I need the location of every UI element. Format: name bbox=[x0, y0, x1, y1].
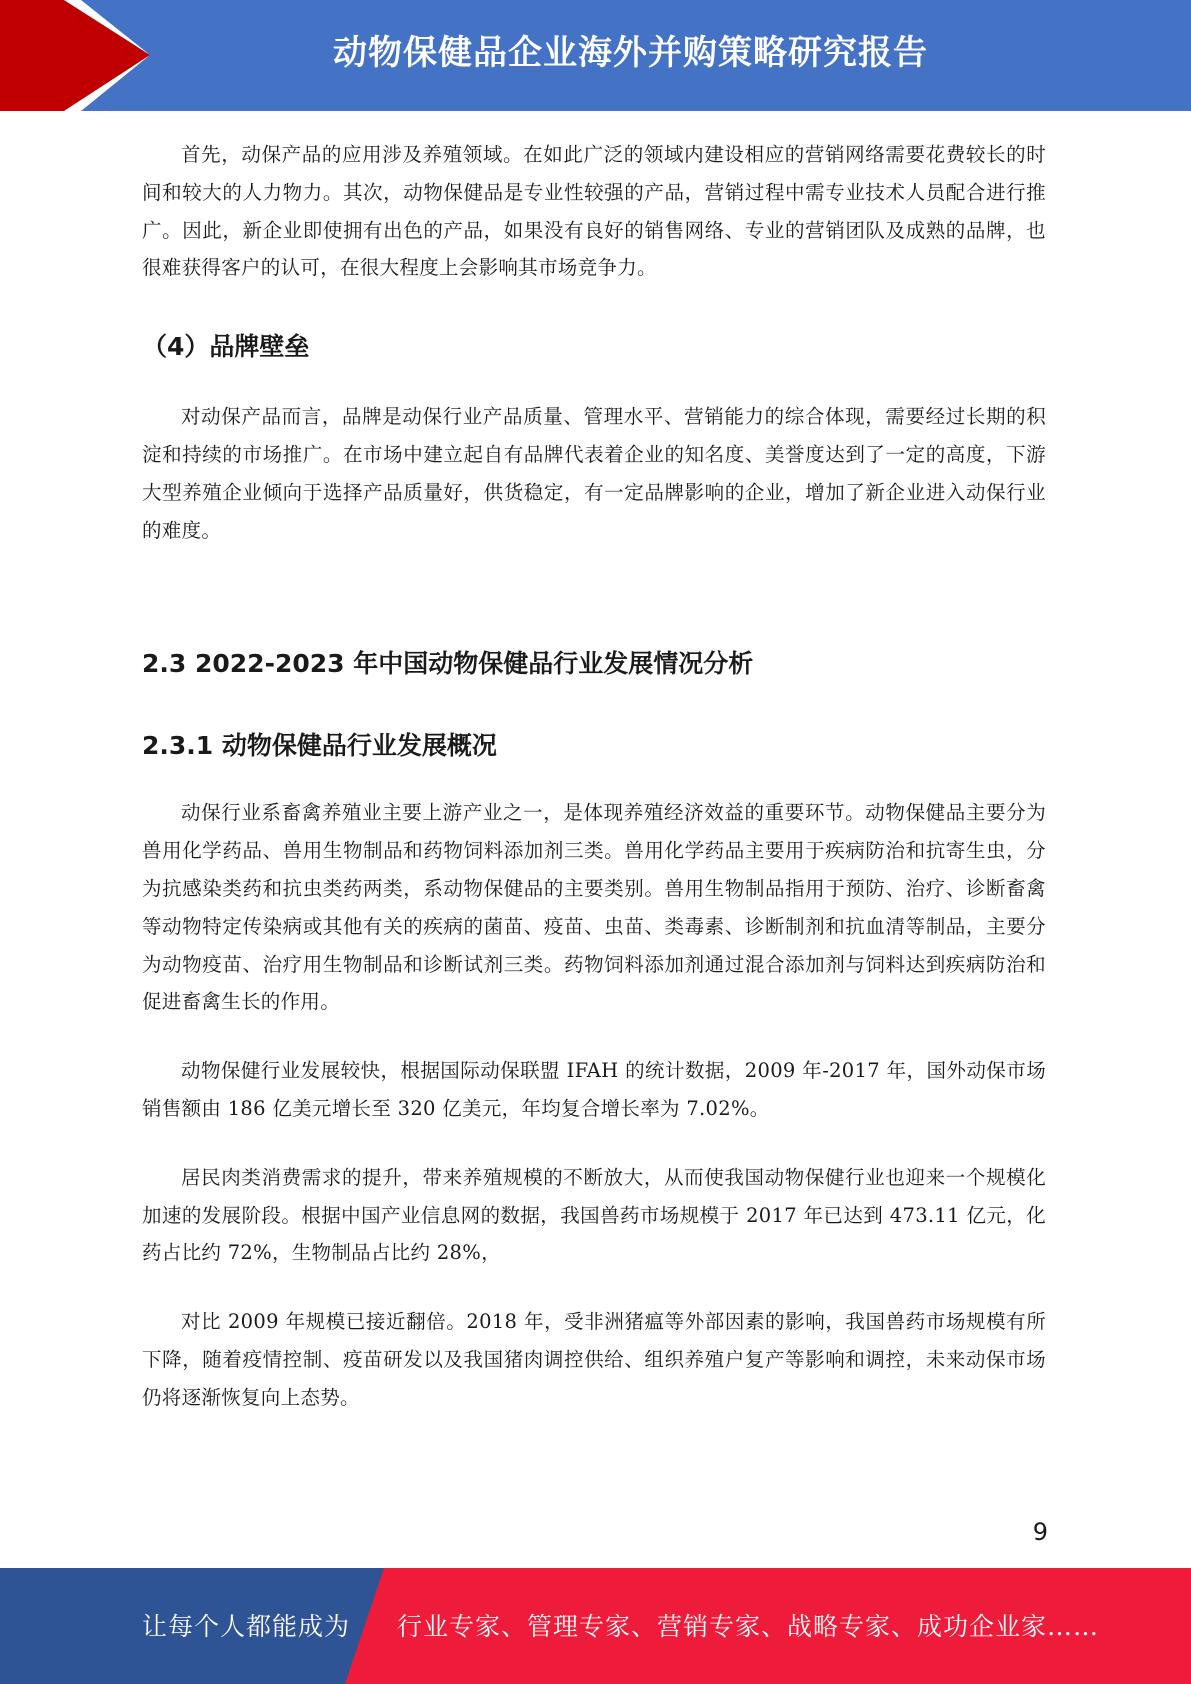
subsection-heading-2-3-1: 2.3.1 动物保健品行业发展概况 bbox=[142, 731, 497, 761]
page-content bbox=[142, 136, 1046, 1417]
page-number: 9 bbox=[1032, 1518, 1048, 1546]
subheading-brand-barrier: （4）品牌壁垒 bbox=[142, 332, 310, 362]
report-title: 动物保健品企业海外并购策略研究报告 bbox=[333, 33, 928, 73]
paragraph-domestic-market: 居民肉类消费需求的提升，带来养殖规模的不断放大，从而使我国动物保健行业也迎来一个规模化加速的发展阶段。根据中国产业信息网的数据，我国兽药市场规模于 2017 年已达到 473.11 亿元，化药占比约 72%，生物制品占比约 28%， bbox=[142, 1165, 1046, 1265]
page-header bbox=[0, 0, 1191, 111]
section-heading-2-3: 2.3 2022-2023 年中国动物保健品行业发展情况分析 bbox=[142, 649, 754, 679]
paragraph-marketing-barrier: 首先，动保产品的应用涉及养殖领域。在如此广泛的领域内建设相应的营销网络需要花费较长的时间和较大的人力物力。其次，动物保健品是专业性较强的产品，营销过程中需专业技术人员配合进行推广。因此，新企业即使拥有出色的产品，如果没有良好的销售网络、专业的营销团队及成熟的品牌，也很难获得客户的认可，在很大程度上会影响其市场竞争力。 bbox=[142, 143, 1046, 280]
paragraph-market-outlook: 对比 2009 年规模已接近翻倍。2018 年，受非洲猪瘟等外部因素的影响，我国兽药市场规模有所下降，随着疫情控制、疫苗研发以及我国猪肉调控供给、组织养殖户复产等影响和调控，未来动保市场仍将逐渐恢复向上态势。 bbox=[142, 1310, 1046, 1409]
paragraph-industry-overview: 动保行业系畜禽养殖业主要上游产业之一，是体现养殖经济效益的重要环节。动物保健品主要分为兽用化学药品、兽用生物制品和药物饲料添加剂三类。兽用化学药品主要用于疾病防治和抗寄生虫，分为抗感染类药和抗虫类药两类，系动物保健品的主要类别。兽用生物制品指用于预防、治疗、诊断畜禽等动物特定传染病或其他有关的疾病的菌苗、疫苗、虫苗、类毒素、诊断制剂和抗血清等制品，主要分为动物疫苗、治疗用生物制品和诊断试剂三类。药物饲料添加剂通过混合添加剂与饲料达到疾病防治和促进畜禽生长的作用。 bbox=[142, 801, 1046, 1014]
footer-slogan-right: 行业专家、管理专家、营销专家、战略专家、成功企业家…… bbox=[397, 1612, 1100, 1641]
footer-slogan-left: 让每个人都能成为 bbox=[142, 1612, 351, 1641]
paragraph-global-market: 动物保健行业发展较快，根据国际动保联盟 IFAH 的统计数据，2009 年-2017 年，国外动保市场销售额由 186 亿美元增长至 320 亿美元，年均复合增长率为 7.02%。 bbox=[142, 1059, 1046, 1120]
page-footer bbox=[0, 1568, 1191, 1684]
paragraph-brand-barrier: 对动保产品而言，品牌是动保行业产品质量、管理水平、营销能力的综合体现，需要经过长期的积淀和持续的市场推广。在市场中建立起自有品牌代表着企业的知名度、美誉度达到了一定的高度，下游大型养殖企业倾向于选择产品质量好，供货稳定，有一定品牌影响的企业，增加了新企业进入动保行业的难度。 bbox=[142, 405, 1046, 542]
